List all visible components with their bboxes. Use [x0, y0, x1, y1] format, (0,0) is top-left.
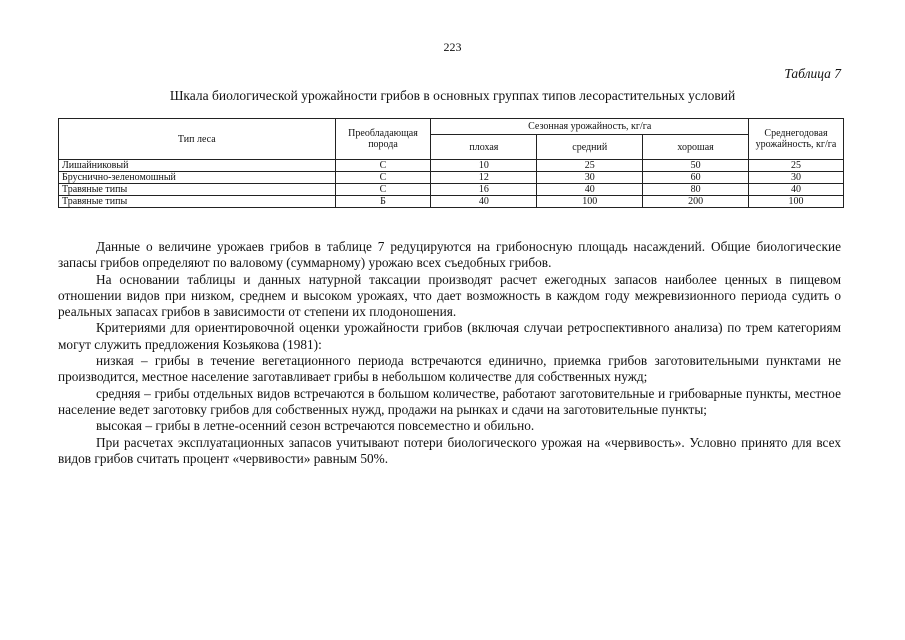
cell-good: 80 [643, 184, 749, 196]
cell-forest-type: Лишайниковый [59, 160, 336, 172]
cell-medium: 25 [537, 160, 643, 172]
cell-species: С [335, 172, 431, 184]
cell-forest-type: Травяные типы [59, 196, 336, 208]
cell-average: 100 [749, 196, 844, 208]
header-dominant-species: Преобладающая порода [335, 119, 431, 160]
cell-poor: 10 [431, 160, 537, 172]
table-title: Шкала биологической урожайности грибов в основных группах типов лесорастительных условий [169, 88, 736, 103]
paragraph: низкая – грибы в течение вегетационного периода встречаются единично, приемка грибов заготовительными пунктами не производится, местное население заготавливает грибы в небольшом количестве для собственных нужд; [58, 353, 841, 385]
body-text [58, 239, 841, 467]
page-number: 223 [443, 40, 462, 54]
cell-poor: 12 [431, 172, 537, 184]
cell-good: 60 [643, 172, 749, 184]
table-row [59, 160, 844, 172]
table-row [59, 172, 844, 184]
paragraph: средняя – грибы отдельных видов встречаются в большом количестве, работают заготовительные и грибоварные пункты, местное население ведет заготовку грибов для собственных нужд, продажи на рынках и сдачи на заготовительные пункты; [58, 385, 841, 417]
table-row [59, 184, 844, 196]
yield-table [58, 118, 844, 208]
cell-average: 30 [749, 172, 844, 184]
header-average-yield: Среднегодовая урожайность, кг/га [749, 119, 844, 160]
cell-medium: 100 [537, 196, 643, 208]
cell-medium: 30 [537, 172, 643, 184]
cell-average: 40 [749, 184, 844, 196]
header-poor: плохая [431, 135, 537, 160]
cell-average: 25 [749, 160, 844, 172]
table-row [59, 196, 844, 208]
cell-good: 200 [643, 196, 749, 208]
paragraph: высокая – грибы в летне-осенний сезон встречаются повсеместно и обильно. [96, 418, 535, 434]
cell-good: 50 [643, 160, 749, 172]
cell-poor: 16 [431, 184, 537, 196]
cell-poor: 40 [431, 196, 537, 208]
header-seasonal-yield: Сезонная урожайность, кг/га [431, 119, 749, 135]
header-forest-type: Тип леса [59, 119, 336, 160]
cell-species: Б [335, 196, 431, 208]
paragraph: Данные о величине урожаев грибов в таблице 7 редуцируются на грибоносную площадь насаждений. Общие биологические запасы грибов определяют по валовому (суммарному) урожаю всех съедобных грибов. [58, 239, 841, 271]
cell-species: С [335, 184, 431, 196]
paragraph: Критериями для ориентировочной оценки урожайности грибов (включая случаи ретроспективного анализа) по трем категориям могут служить предложения Козьякова (1981): [58, 320, 841, 352]
cell-medium: 40 [537, 184, 643, 196]
cell-forest-type: Травяные типы [59, 184, 336, 196]
header-good: хорошая [643, 135, 749, 160]
header-medium: средний [537, 135, 643, 160]
paragraph: На основании таблицы и данных натурной таксации производят расчет ежегодных запасов наиболее ценных в пищевом отношении видов при низком, среднем и высоком урожаях, что дает возможность в каждом году межревизионного периода судить о реальных запасах грибов в зависимости от степени их плодоношения. [58, 271, 841, 320]
paragraph: При расчетах эксплуатационных запасов учитывают потери биологического урожая на «червивость». Условно принято для всех видов грибов считать процент «червивости» равным 50%. [58, 434, 841, 466]
cell-forest-type: Бруснично-зеленомошный [59, 172, 336, 184]
cell-species: С [335, 160, 431, 172]
table-label: Таблица 7 [784, 66, 841, 81]
